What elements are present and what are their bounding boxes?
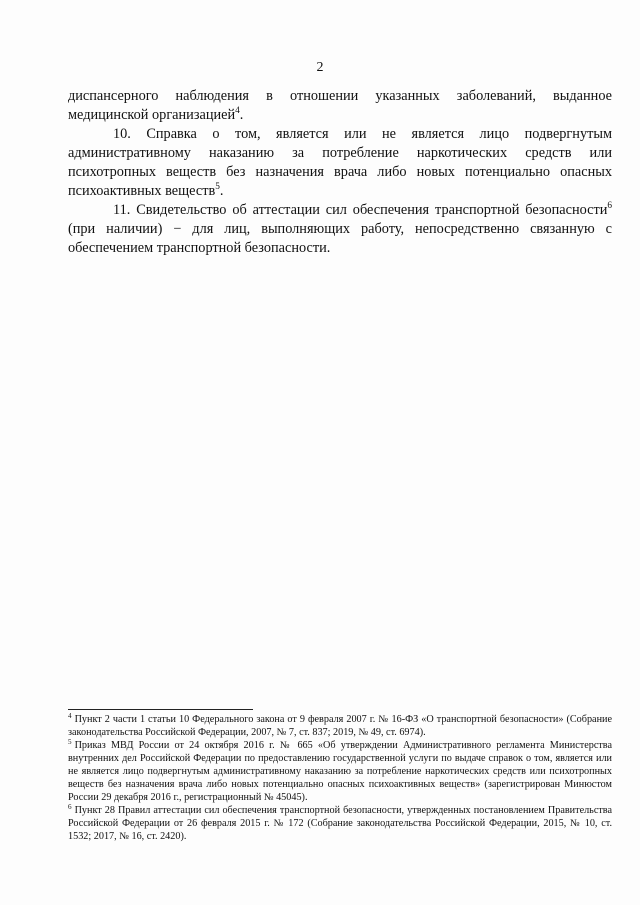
paragraph-text: диспансерного наблюдения в отношении указанных заболеваний, выданное медицинской организацией xyxy=(68,88,612,123)
paragraph-text-rest: (при наличии) − для лиц, выполняющих работу, непосредственно связанную с обеспечением транспортной безопасности. xyxy=(68,221,612,256)
paragraph-item-11 xyxy=(68,201,612,258)
footnote-text: Пункт 28 Правил аттестации сил обеспечения транспортной безопасности, утвержденных постановлением Правительства Российской Федерации от 26 февраля 2015 г. № 172 (Собрание законодательства Российской Федерации, 2015, № 10, ст. 1532; 2017, № 16, ст. 2420). xyxy=(68,805,612,842)
paragraph-text: 10. Справка о том, является или не является лицо подвергнутым административному наказанию за потребление наркотических средств или психотропных веществ без назначения врача либо новых потенциально опасных психоактивных веществ xyxy=(68,126,612,199)
footnote-mark: 6 xyxy=(68,802,72,811)
paragraph-continuation xyxy=(68,87,612,125)
main-text xyxy=(68,87,612,258)
footnote-mark: 4 xyxy=(68,711,72,720)
footnote-ref-4[interactable]: 4 xyxy=(235,106,240,117)
paragraph-end: . xyxy=(219,183,224,199)
footnote-text: Приказ МВД России от 24 октября 2016 г. № 665 «Об утверждении Административного регламента Министерства внутренних дел Российской Федерации по предоставлению государственной услуги по выдаче справок о том, является или не является лицо подвергнутым административному наказанию за потребление наркотических средств или психотропных веществ без назначения врача либо новых потенциально опасных психоактивных веществ» (зарегистрирован Минюстом России 29 декабря 2016 г., регистрационный № 45045). xyxy=(68,740,612,803)
paragraph-item-10 xyxy=(68,125,612,201)
footnote-ref-5[interactable]: 5 xyxy=(215,182,220,193)
footnotes xyxy=(68,713,612,843)
page-number: 2 xyxy=(316,60,324,75)
footnote-5 xyxy=(68,739,612,804)
paragraph-text: 11. Свидетельство об аттестации сил обеспечения транспортной безопасности xyxy=(113,202,608,218)
paragraph-end: . xyxy=(239,107,244,123)
footnote-ref-6[interactable]: 6 xyxy=(607,201,612,212)
footnote-text: Пункт 2 части 1 статьи 10 Федерального закона от 9 февраля 2007 г. № 16-ФЗ «О транспортной безопасности» (Собрание законодательства Российской Федерации, 2007, № 7, ст. 837; 2019, № 49, ст. 6974). xyxy=(68,714,612,738)
footnote-6 xyxy=(68,804,612,843)
footnote-divider xyxy=(68,709,253,710)
footnote-4 xyxy=(68,713,612,739)
footnote-mark: 5 xyxy=(68,737,72,746)
